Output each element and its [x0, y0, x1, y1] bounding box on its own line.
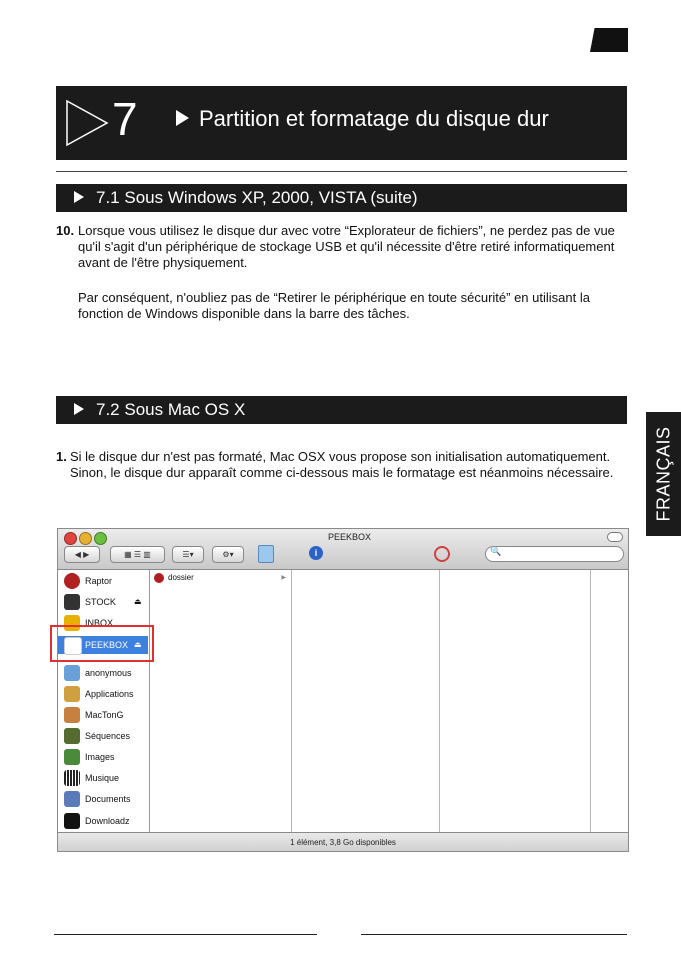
- status-bar: 1 élément, 3,8 Go disponibles: [58, 832, 628, 852]
- sidebar-item-applications[interactable]: Applications: [61, 685, 147, 703]
- documents-icon: [64, 791, 80, 807]
- finder-toolbar: [58, 529, 628, 570]
- section1-item-cont: [56, 290, 631, 322]
- chapter-number: 7: [112, 93, 138, 145]
- pirate-icon: [64, 813, 80, 829]
- disk-icon: [64, 573, 80, 589]
- sidebar-item-sequences[interactable]: Séquences: [61, 727, 147, 745]
- footer-rule-right: [361, 934, 627, 935]
- paragraph: Par conséquent, n'oubliez pas de “Retirer le périphérique en toute sécurité” en utilisant la fonction de Windows disponible dans la barre des tâches.: [78, 290, 590, 322]
- folder-icon: [154, 573, 164, 583]
- triangle-icon: [74, 403, 84, 415]
- section1-item: [56, 223, 631, 272]
- finder-column-3: [440, 570, 591, 832]
- zoom-button[interactable]: [94, 532, 107, 545]
- back-forward-button[interactable]: ◀ ▶: [64, 546, 100, 563]
- highlight-box: [50, 625, 154, 662]
- footer-rule-left: [54, 934, 317, 935]
- language-tab: FRANÇAIS: [646, 412, 681, 536]
- action-gear-button[interactable]: ⚙▾: [212, 546, 244, 563]
- finder-window: [57, 528, 629, 852]
- finder-column-1: [150, 570, 292, 832]
- home-icon: [64, 665, 80, 681]
- toolbar-toggle-button[interactable]: [607, 532, 623, 542]
- film-icon: [64, 728, 80, 744]
- sidebar-item-peekbox[interactable]: PEEKBOX ⏏: [58, 636, 148, 654]
- list-item[interactable]: dossier ▶: [154, 572, 288, 584]
- finder-column-2: [292, 570, 440, 832]
- info-icon[interactable]: i: [309, 546, 323, 560]
- paragraph: Si le disque dur n'est pas formaté, Mac OSX vous propose son initialisation automatiquement. Sinon, le disque dur apparaît comme ci-dessous mais le formatage est néanmoins nécessaire.: [70, 449, 614, 481]
- sidebar-item-stock[interactable]: STOCK ⏏: [61, 593, 147, 611]
- paragraph: Lorsque vous utilisez le disque dur avec votre “Explorateur de fichiers”, ne perdez pas de vue qu'il s'agit d'un périphérique de stockage USB et qu'il nécessite d'être retiré informatiquement avant de l'être physiquement.: [78, 223, 615, 271]
- house-icon: [64, 707, 80, 723]
- sidebar-item-downloadz[interactable]: Downloadz: [61, 812, 147, 830]
- section-heading-7-1: 7.1 Sous Windows XP, 2000, VISTA (suite): [56, 184, 627, 212]
- chapter-header: [56, 86, 627, 160]
- page-corner-tab: [590, 28, 628, 52]
- item-number: 1.: [56, 449, 67, 464]
- stop-icon[interactable]: [434, 546, 450, 562]
- window-title: PEEKBOX: [328, 532, 372, 542]
- minimize-button[interactable]: [79, 532, 92, 545]
- sidebar-item-images[interactable]: Images: [61, 748, 147, 766]
- triangle-icon: [176, 110, 189, 126]
- divider: [56, 171, 627, 172]
- search-input[interactable]: [485, 546, 624, 562]
- eject-icon[interactable]: ⏏: [134, 640, 142, 649]
- chapter-arrow-icon: [65, 99, 110, 147]
- sidebar-item-mactong[interactable]: MacTonG: [61, 706, 147, 724]
- section-heading-7-2: 7.2 Sous Mac OS X: [56, 396, 627, 424]
- sidebar-item-musique[interactable]: Musique: [61, 769, 147, 787]
- section2-item: [56, 449, 631, 481]
- sidebar-item-raptor[interactable]: Raptor: [61, 572, 147, 590]
- eject-icon[interactable]: ⏏: [134, 597, 142, 606]
- sidebar-item-documents[interactable]: Documents: [61, 790, 147, 808]
- view-mode-button[interactable]: ▦ ☰ ▥: [110, 546, 165, 563]
- drive-icon: [64, 594, 80, 610]
- finder-sidebar: [58, 570, 150, 832]
- sidebar-item-anonymous[interactable]: anonymous: [61, 664, 147, 682]
- close-button[interactable]: [64, 532, 77, 545]
- item-number: 10.: [56, 223, 75, 238]
- sidebar-item-inbox[interactable]: INBOX: [61, 614, 147, 632]
- arrange-button[interactable]: ☰▾: [172, 546, 204, 563]
- chevron-right-icon: ▶: [281, 575, 286, 581]
- image-icon: [64, 749, 80, 765]
- search-icon: 🔍: [490, 546, 502, 556]
- music-icon: [64, 770, 80, 786]
- folder-icon[interactable]: [258, 545, 274, 563]
- chapter-title: Partition et formatage du disque dur: [176, 106, 549, 132]
- triangle-icon: [74, 191, 84, 203]
- applications-icon: [64, 686, 80, 702]
